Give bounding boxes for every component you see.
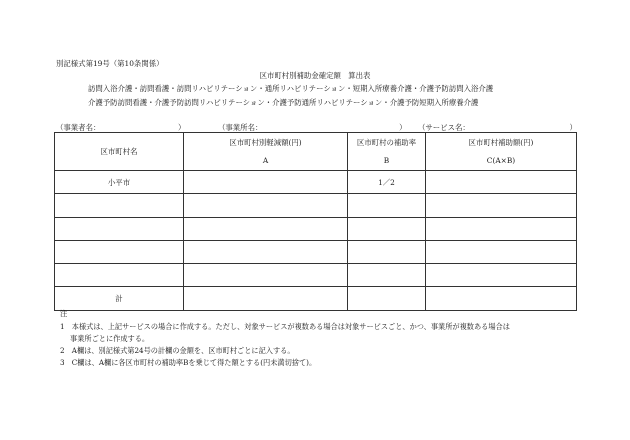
table-cell — [55, 264, 184, 287]
table-row — [55, 240, 577, 263]
table-cell — [55, 217, 184, 240]
table-total-row — [55, 287, 577, 310]
header-reduction-amount: 区市町村別軽減額(円) A — [184, 133, 348, 171]
services-line-1: 訪問入浴介護・訪問看護・訪問リハビリテーション・通所リハビリテーション・短期入所療養介護・介護予防訪問入浴介護 — [88, 84, 494, 93]
table-cell — [184, 287, 348, 310]
header-sub-c: C(A×B) — [486, 156, 516, 165]
page-title: 区市町村別補助金確定額 算出表 — [259, 71, 371, 80]
services-line-2: 介護予防訪問看護・介護予防訪問リハビリテーション・介護予防通所リハビリテーション・介護予防短期入所療養介護 — [88, 98, 479, 107]
table-cell — [426, 287, 577, 310]
table-cell: 計 — [55, 287, 184, 310]
table-cell — [426, 264, 577, 287]
subsidy-calculation-table — [54, 132, 577, 311]
header-sub-a: A — [262, 156, 269, 165]
table-cell — [426, 217, 577, 240]
table-cell: 小平市 — [55, 171, 184, 194]
table-cell — [55, 240, 184, 263]
table-cell: 1／2 — [348, 171, 426, 194]
table-cell — [184, 171, 348, 194]
table-cell — [184, 264, 348, 287]
table-row — [55, 171, 577, 194]
table-cell — [184, 194, 348, 217]
table-row — [55, 264, 577, 287]
header-subsidy-amount: 区市町村補助額(円) C(A×B) — [426, 133, 577, 171]
service-name-field: （サービス名： ） — [418, 123, 577, 132]
header-subsidy-rate: 区市町村の補助率 B — [348, 133, 426, 171]
table-cell — [184, 217, 348, 240]
note-3: 3 C欄は、A欄に各区市町村の補助率Bを乗じて得た額とする(円未満切捨て)。 — [60, 358, 317, 367]
table-row — [55, 194, 577, 217]
notes-heading: 注 — [60, 309, 68, 318]
table-row — [55, 217, 577, 240]
table-cell — [348, 240, 426, 263]
table-cell — [348, 287, 426, 310]
note-1: 1 本様式は、上記サービスの場合に作成する。ただし、対象サービスが複数ある場合は対象サービスごと、かつ、事業所が複数ある場合は — [60, 322, 510, 331]
table-cell — [426, 171, 577, 194]
table-header-row — [55, 133, 577, 171]
table-cell — [184, 240, 348, 263]
table-cell — [348, 217, 426, 240]
table-cell — [55, 194, 184, 217]
operator-name-field: （事業者名： ） — [56, 123, 186, 132]
header-sub-b: B — [383, 156, 390, 165]
table-cell — [348, 264, 426, 287]
table-cell — [426, 194, 577, 217]
table-cell — [426, 240, 577, 263]
header-municipality: 区市町村名 — [55, 133, 184, 171]
form-number: 別記様式第19号（第10条関係） — [56, 59, 164, 68]
office-name-field: （事業所名： ） — [218, 123, 407, 132]
table-cell — [348, 194, 426, 217]
note-1-continued: 事業所ごとに作成する。 — [70, 334, 150, 343]
note-2: 2 A欄は、別記様式第24号の計欄の金額を、区市町村ごとに記入する。 — [60, 346, 295, 355]
